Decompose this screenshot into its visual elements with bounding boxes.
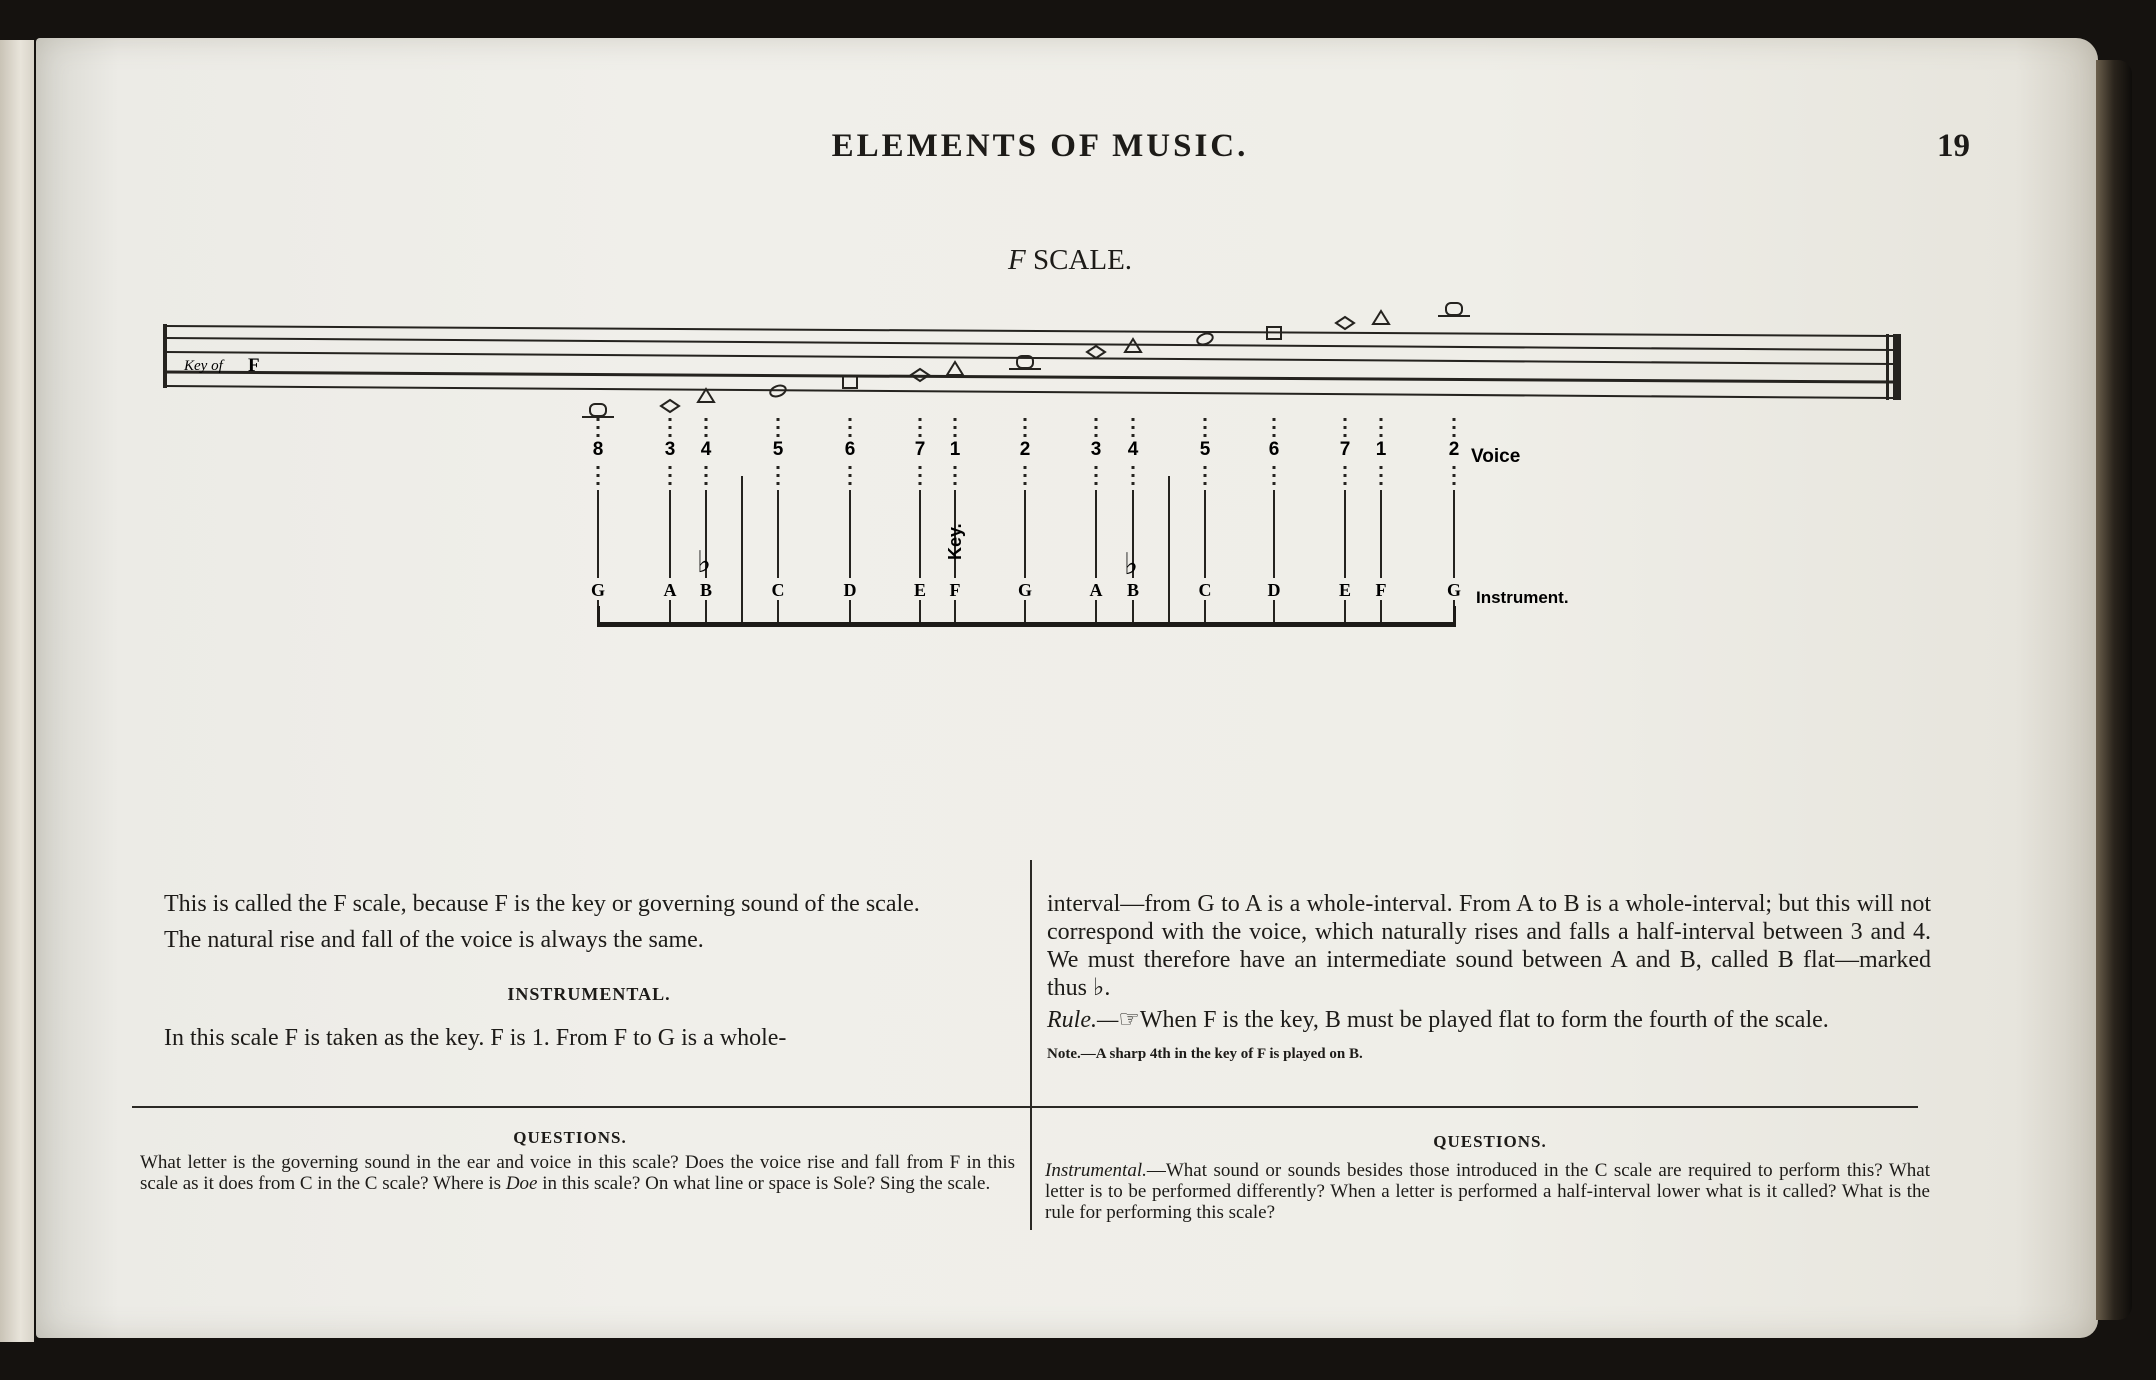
column-divider (1030, 860, 1032, 1230)
scale-title-rest: SCALE. (1025, 244, 1133, 276)
voice-number: 4 (1127, 439, 1139, 460)
instrument-letters (591, 580, 1461, 600)
instrument-letter: F (1375, 580, 1387, 600)
flat-sign: ♭ (1123, 547, 1139, 582)
note-head (1196, 332, 1214, 347)
questions-left-text-a: What letter is the governing sound in the ear and voice in this scale? Does the voice rise and fall from F in this scale as it does from C in the C scale? Where is (140, 1152, 1015, 1194)
voice-number: 4 (700, 439, 712, 460)
voice-number: 5 (1199, 439, 1211, 460)
instrumental-heading: INSTRUMENTAL. (507, 984, 671, 1004)
voice-label: Voice (1471, 446, 1521, 467)
staff-end-bar-thick (1893, 334, 1901, 400)
voice-number: 2 (1019, 439, 1031, 460)
bracket-right-end (1453, 606, 1456, 626)
instrument-letter: A (663, 580, 677, 600)
note-head (698, 389, 714, 402)
staff-line (166, 338, 1894, 350)
voice-number: 5 (772, 439, 784, 460)
note-head (1438, 303, 1470, 316)
instrument-letter: G (590, 580, 606, 600)
instrument-bracket (597, 622, 1456, 627)
instrument-letter: B (1126, 580, 1140, 600)
voice-number: 6 (1268, 439, 1280, 460)
voice-numbers (593, 439, 1460, 460)
questions-heading-right: QUESTIONS. (1433, 1132, 1547, 1151)
right-para-1: interval—from G to A is a whole-interval. From A to B is a whole-interval; but this will not correspond with the voice, which naturally rises and falls a half-interval between 3 and 4. We must therefore have an intermediate sound between A and B, called B flat—marked thus ♭. (1047, 891, 1931, 1001)
voice-number: 1 (1375, 439, 1387, 460)
voice-number: 2 (1448, 439, 1460, 460)
note-head (1087, 346, 1105, 358)
voice-number: 1 (949, 439, 961, 460)
running-title: ELEMENTS OF MUSIC. (831, 128, 1249, 164)
note-head (1373, 311, 1389, 324)
questions-divider (132, 1106, 1918, 1108)
questions-right-body (1045, 1160, 1930, 1223)
instrument-letter: B (699, 580, 713, 600)
flat-sign: ♭ (696, 545, 712, 580)
questions-left-body (140, 1152, 1015, 1194)
instrument-letter: G (1446, 580, 1462, 600)
voice-number: 7 (914, 439, 926, 460)
instrument-letter: D (1267, 580, 1281, 600)
flat-signs (697, 545, 1138, 582)
voice-number: 8 (592, 439, 604, 460)
rule-lead: Rule.— (1047, 1007, 1119, 1033)
left-column (158, 890, 1020, 1052)
voice-number: 3 (664, 439, 676, 460)
voice-number: 7 (1339, 439, 1351, 460)
note-head (1336, 317, 1354, 329)
instrument-letter: C (771, 580, 785, 600)
rule-paragraph (1047, 1006, 1931, 1034)
instrument-letter: G (1017, 580, 1033, 600)
instrument-letter: F (949, 580, 961, 600)
staff-line (166, 352, 1894, 364)
note-text: Note.—A sharp 4th in the key of F is played on B. (1047, 1046, 1363, 1062)
note-head (947, 362, 963, 375)
page-number: 19 (1937, 128, 1970, 164)
instrument-letter: E (913, 580, 927, 600)
note-head (582, 404, 614, 417)
questions-right-text: —What sound or sounds besides those introduced in the C scale are required to perform this? What letter is to be performed differently? When a letter is performed a half-interval lower what is it called? What is the rule for performing this scale? (1045, 1160, 1930, 1223)
instrument-letter: C (1198, 580, 1212, 600)
questions-right-lead: Instrumental. (1045, 1160, 1147, 1181)
instrument-letter: D (843, 580, 857, 600)
bracket-left-end (597, 606, 600, 626)
note-head (843, 376, 857, 388)
staff-line (166, 372, 1894, 382)
right-column (1047, 890, 1931, 1068)
staff-key-label: Key of (184, 358, 223, 374)
questions-left-italic: Doe (505, 1173, 538, 1194)
pointing-hand-icon: ☞ (1118, 1007, 1140, 1033)
left-para-3: In this scale F is taken as the key. F is 1. From F to G is a whole- (164, 1025, 787, 1051)
note-head (661, 400, 679, 412)
instrument-letter: A (1089, 580, 1103, 600)
staff-start-bar (163, 324, 167, 388)
voice-number: 6 (844, 439, 856, 460)
questions-heading-left: QUESTIONS. (513, 1128, 627, 1147)
scale-title-key: F (1007, 244, 1026, 276)
rule-text: When F is the key, B must be played flat to form the fourth of the scale. (1139, 1007, 1829, 1033)
instrument-letter: E (1338, 580, 1352, 600)
staff-key-letter: F (248, 355, 260, 376)
questions-left-text-b: in this scale? On what line or space is Sole? Sing the scale. (537, 1173, 991, 1194)
left-para-2: The natural rise and fall of the voice is always the same. (164, 927, 704, 953)
voice-number: 3 (1090, 439, 1102, 460)
staff-line (166, 326, 1894, 336)
staff-end-bar-thin (1886, 334, 1889, 400)
left-para-1: This is called the F scale, because F is the key or governing sound of the scale. (164, 891, 920, 917)
key-marker: Key. (945, 523, 965, 560)
instrument-label: Instrument. (1476, 588, 1569, 607)
staff-line (166, 386, 1894, 398)
